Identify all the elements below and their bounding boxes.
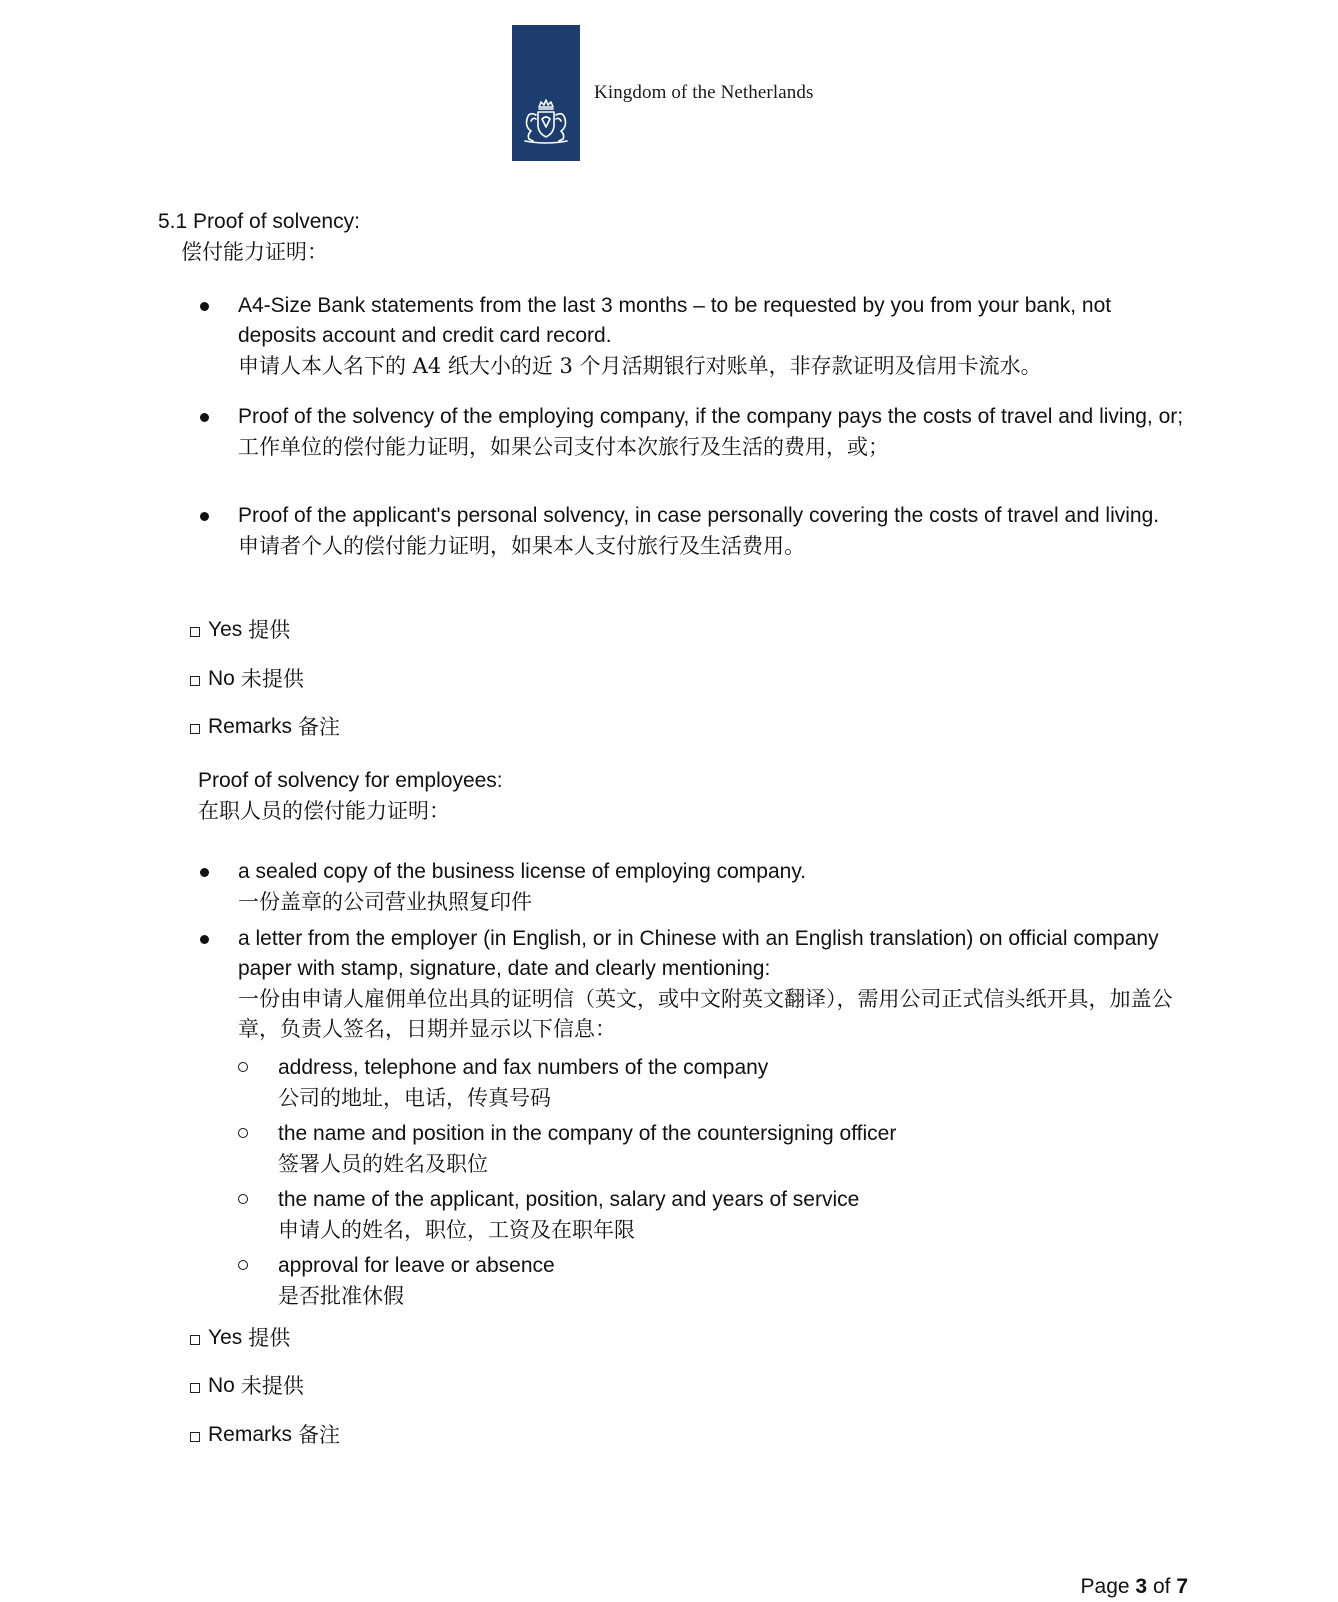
checkbox-no[interactable]: [190, 664, 304, 694]
checkbox-icon[interactable]: [190, 627, 200, 637]
checkbox-label: Yes: [208, 1326, 243, 1349]
sub-item-text: the name and position in the company of the countersigning officer: [278, 1122, 897, 1145]
checkbox-label-cn: 提供: [248, 618, 291, 642]
list-item-text-cn: 一份盖章的公司营业执照复印件: [238, 890, 532, 914]
of-word: of: [1152, 1575, 1171, 1598]
circle-bullet-icon: [238, 1062, 248, 1072]
header-logo: [512, 25, 813, 161]
checkbox-icon[interactable]: [190, 1383, 200, 1393]
employees-title: Proof of solvency for employees:: [198, 769, 503, 792]
checkbox-no[interactable]: [190, 1371, 304, 1401]
sub-item-text: approval for leave or absence: [278, 1254, 555, 1277]
page-number: [1081, 1572, 1188, 1602]
circle-bullet-icon: [238, 1194, 248, 1204]
list-item-text-cn: 申请人本人名下的 A4 纸大小的近 3 个月活期银行对账单，非存款证明及信用卡流水。: [238, 354, 1042, 378]
list-item-text-cn: 申请者个人的偿付能力证明，如果本人支付旅行及生活费用。: [238, 534, 805, 558]
checkbox-remarks[interactable]: [190, 712, 340, 742]
checkbox-label-cn: 提供: [248, 1326, 291, 1350]
checkbox-label-cn: 备注: [298, 1423, 341, 1447]
royal-coat-of-arms-icon: [517, 97, 575, 145]
total-pages: 7: [1176, 1575, 1188, 1598]
list-item-text: a letter from the employer (in English, or in Chinese with an English translation) on official company paper with stamp, signature, date and clearly mentioning:: [238, 927, 1159, 980]
checkbox-yes[interactable]: [190, 1323, 290, 1353]
checkbox-label: No: [208, 1374, 235, 1397]
checkbox-label: No: [208, 667, 235, 690]
checkbox-remarks[interactable]: [190, 1420, 340, 1450]
sub-item-text: the name of the applicant, position, salary and years of service: [278, 1188, 860, 1211]
checkbox-icon[interactable]: [190, 676, 200, 686]
bullet-icon: [200, 302, 209, 311]
list-item-text: Proof of the applicant's personal solvency, in case personally covering the costs of travel and living.: [238, 504, 1160, 527]
list-item-text: Proof of the solvency of the employing company, if the company pays the costs of travel and living, or;: [238, 405, 1184, 428]
checkbox-yes[interactable]: [190, 615, 290, 645]
checkbox-label-cn: 未提供: [240, 667, 304, 691]
employees-title-cn: 在职人员的偿付能力证明：: [198, 799, 450, 823]
sub-item-text-cn: 签署人员的姓名及职位: [278, 1152, 488, 1176]
list-item-text-cn: 一份由申请人雇佣单位出具的证明信（英文，或中文附英文翻译），需用公司正式信头纸开具，加盖公章，负责人签名，日期并显示以下信息：: [238, 987, 1173, 1041]
sub-item-text-cn: 申请人的姓名，职位，工资及在职年限: [278, 1218, 635, 1242]
list-item-text: a sealed copy of the business license of employing company.: [238, 860, 807, 883]
section-title: 5.1 Proof of solvency:: [158, 210, 360, 233]
section-title-cn: 偿付能力证明：: [181, 240, 328, 264]
logo-bar: [512, 25, 580, 161]
checkbox-label-cn: 未提供: [240, 1374, 304, 1398]
list-item-text-cn: 工作单位的偿付能力证明，如果公司支付本次旅行及生活的费用，或；: [238, 435, 889, 459]
current-page: 3: [1135, 1575, 1148, 1598]
org-name: Kingdom of the Netherlands: [594, 82, 814, 103]
sub-item-text: address, telephone and fax numbers of the company: [278, 1056, 769, 1079]
checkbox-icon[interactable]: [190, 724, 200, 734]
sub-item-text-cn: 公司的地址，电话，传真号码: [278, 1086, 551, 1110]
circle-bullet-icon: [238, 1260, 248, 1270]
sub-item-text-cn: 是否批准休假: [278, 1284, 404, 1308]
checkbox-label: Remarks: [208, 715, 293, 738]
bullet-icon: [200, 512, 209, 521]
checkbox-icon[interactable]: [190, 1432, 200, 1442]
bullet-icon: [200, 413, 209, 422]
checkbox-label: Yes: [208, 618, 243, 641]
list-item-text: A4-Size Bank statements from the last 3 months – to be requested by you from your bank, not deposits account and credit card record.: [238, 294, 1112, 347]
page-word: Page: [1080, 1575, 1130, 1598]
circle-bullet-icon: [238, 1128, 248, 1138]
checkbox-label: Remarks: [208, 1423, 293, 1446]
checkbox-icon[interactable]: [190, 1335, 200, 1345]
bullet-icon: [200, 868, 209, 877]
checkbox-label-cn: 备注: [298, 715, 341, 739]
bullet-icon: [200, 935, 209, 944]
